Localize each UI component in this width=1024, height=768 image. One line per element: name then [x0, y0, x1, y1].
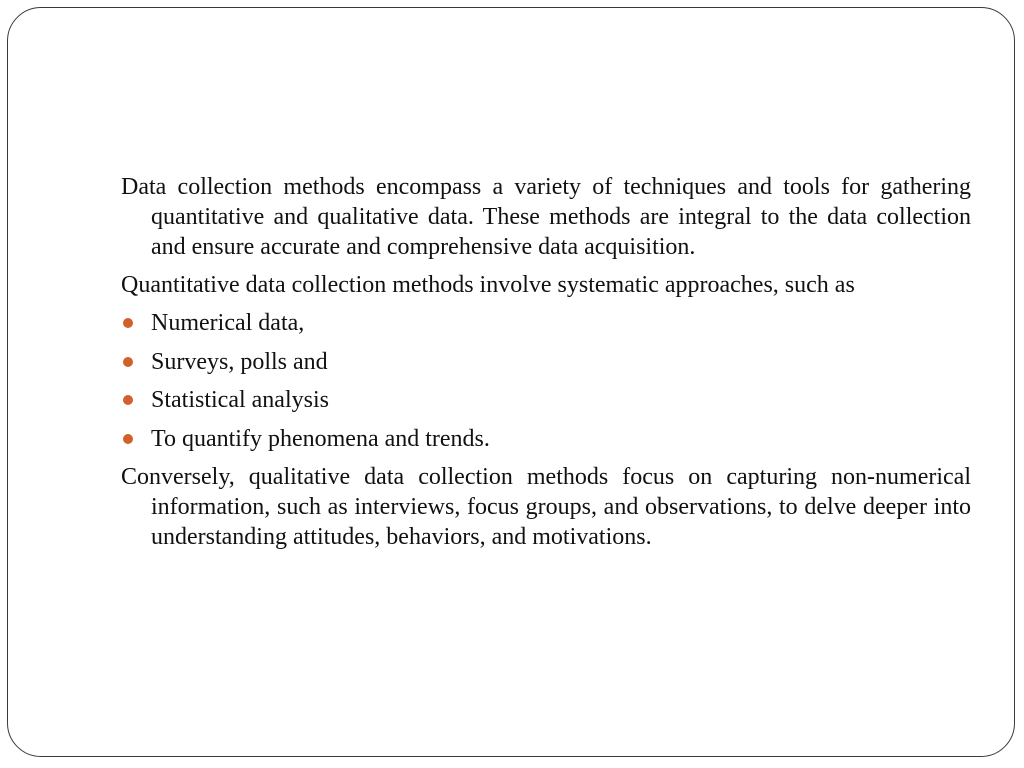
bullet-item	[121, 308, 971, 338]
bullet-item	[121, 424, 971, 454]
bullet-text: To quantify phenomena and trends.	[151, 425, 490, 452]
quantitative-paragraph: Quantitative data collection methods involve systematic approaches, such as	[121, 272, 855, 298]
slide-content	[121, 172, 971, 560]
intro-paragraph: Data collection methods encompass a variety of techniques and tools for gathering quantitative and qualitative data. These methods are integral to the data collection and ensure accurate and comprehensive data acquisition.	[121, 174, 971, 260]
bullet-dot-icon	[123, 357, 133, 367]
bullet-text: Statistical analysis	[151, 387, 329, 413]
bullet-item	[121, 385, 971, 415]
bullet-dot-icon	[123, 318, 133, 328]
bullet-text: Surveys, polls and	[151, 348, 328, 375]
slide-frame	[7, 7, 1015, 757]
bullet-dot-icon	[123, 434, 133, 444]
quantitative-bullet-list	[121, 308, 971, 454]
bullet-item	[121, 347, 971, 377]
bullet-dot-icon	[123, 395, 133, 405]
qualitative-paragraph: Conversely, qualitative data collection methods focus on capturing non-numerical information, such as interviews, focus groups, and observations, to delve deeper into understanding attitudes, behaviors, and motivations.	[121, 464, 971, 550]
bullet-text: Numerical data,	[151, 310, 305, 336]
